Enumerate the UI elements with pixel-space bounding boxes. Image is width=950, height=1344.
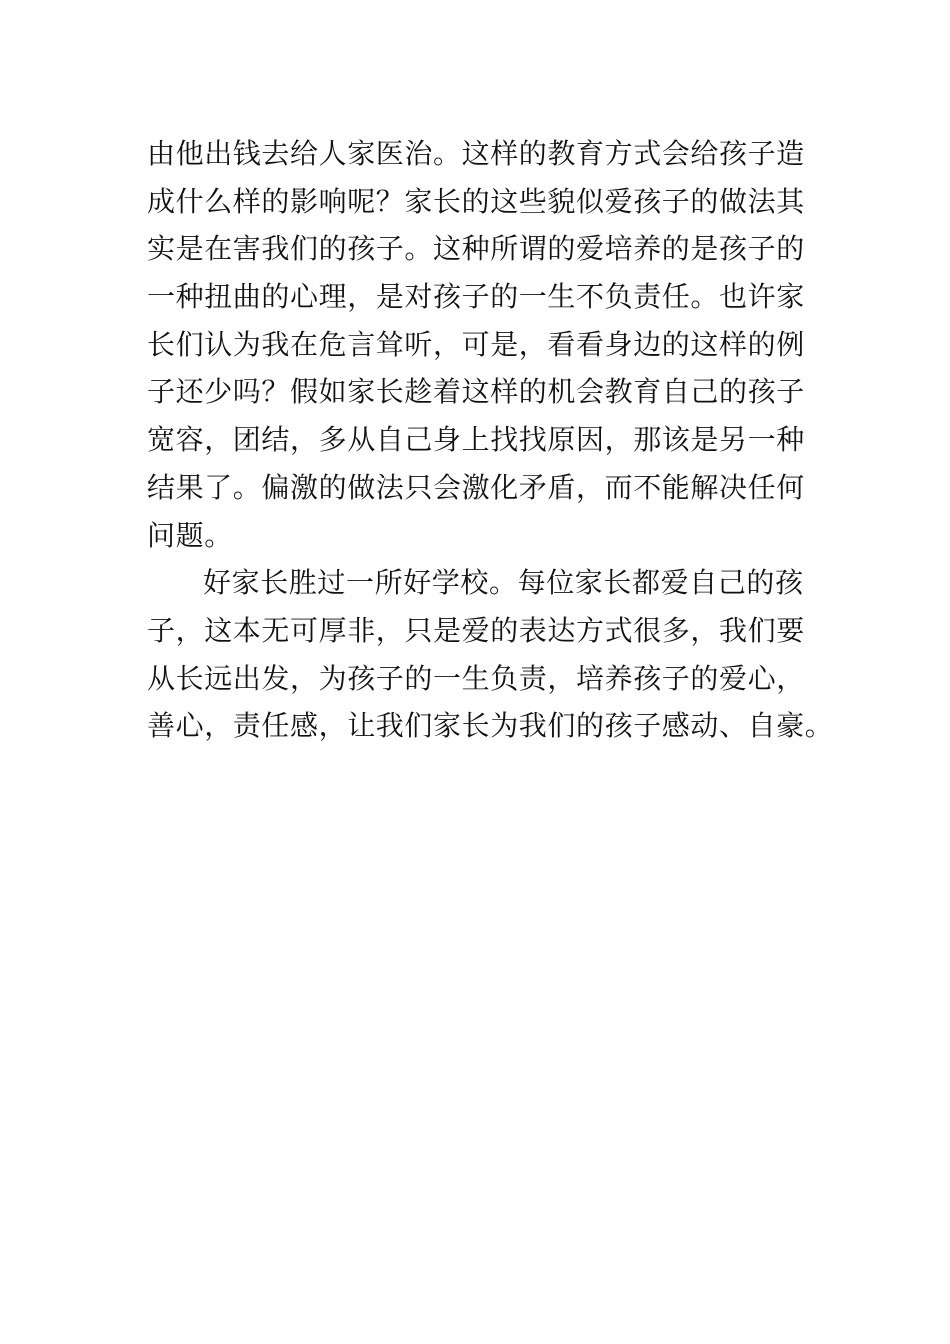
paragraph-line: 从长远出发，为孩子的一生负责，培养孩子的爱心，: [147, 661, 805, 695]
paragraph-1: [147, 130, 847, 559]
document-body: [147, 130, 847, 750]
paragraph-line: 善心，责任感，让我们家长为我们的孩子感动、自豪。: [147, 709, 834, 743]
paragraph-line: 子，这本无可厚非，只是爱的表达方式很多，我们要: [147, 613, 805, 647]
paragraph-first-line: 好家长胜过一所好学校。每位家长都爱自己的孩: [203, 566, 804, 600]
paragraph-line: 子还少吗？假如家长趁着这样的机会教育自己的孩子: [147, 375, 805, 409]
paragraph-line: 实是在害我们的孩子。这种所谓的爱培养的是孩子的: [147, 232, 805, 266]
paragraph-2: [147, 559, 847, 750]
paragraph-line: 长们认为我在危言耸听，可是，看看身边的这样的例: [147, 327, 805, 361]
paragraph-line: 问题。: [147, 518, 233, 552]
paragraph-line: 由他出钱去给人家医治。这样的教育方式会给孩子造: [147, 137, 805, 170]
paragraph-line: 宽容，团结，多从自己身上找找原因，那该是另一种: [147, 423, 805, 457]
paragraph-line: 一种扭曲的心理，是对孩子的一生不负责任。也许家: [147, 280, 805, 314]
paragraph-line: 结果了。偏激的做法只会激化矛盾，而不能解决任何: [147, 470, 805, 504]
paragraph-line: 成什么样的影响呢？家长的这些貌似爱孩子的做法其: [147, 184, 805, 218]
